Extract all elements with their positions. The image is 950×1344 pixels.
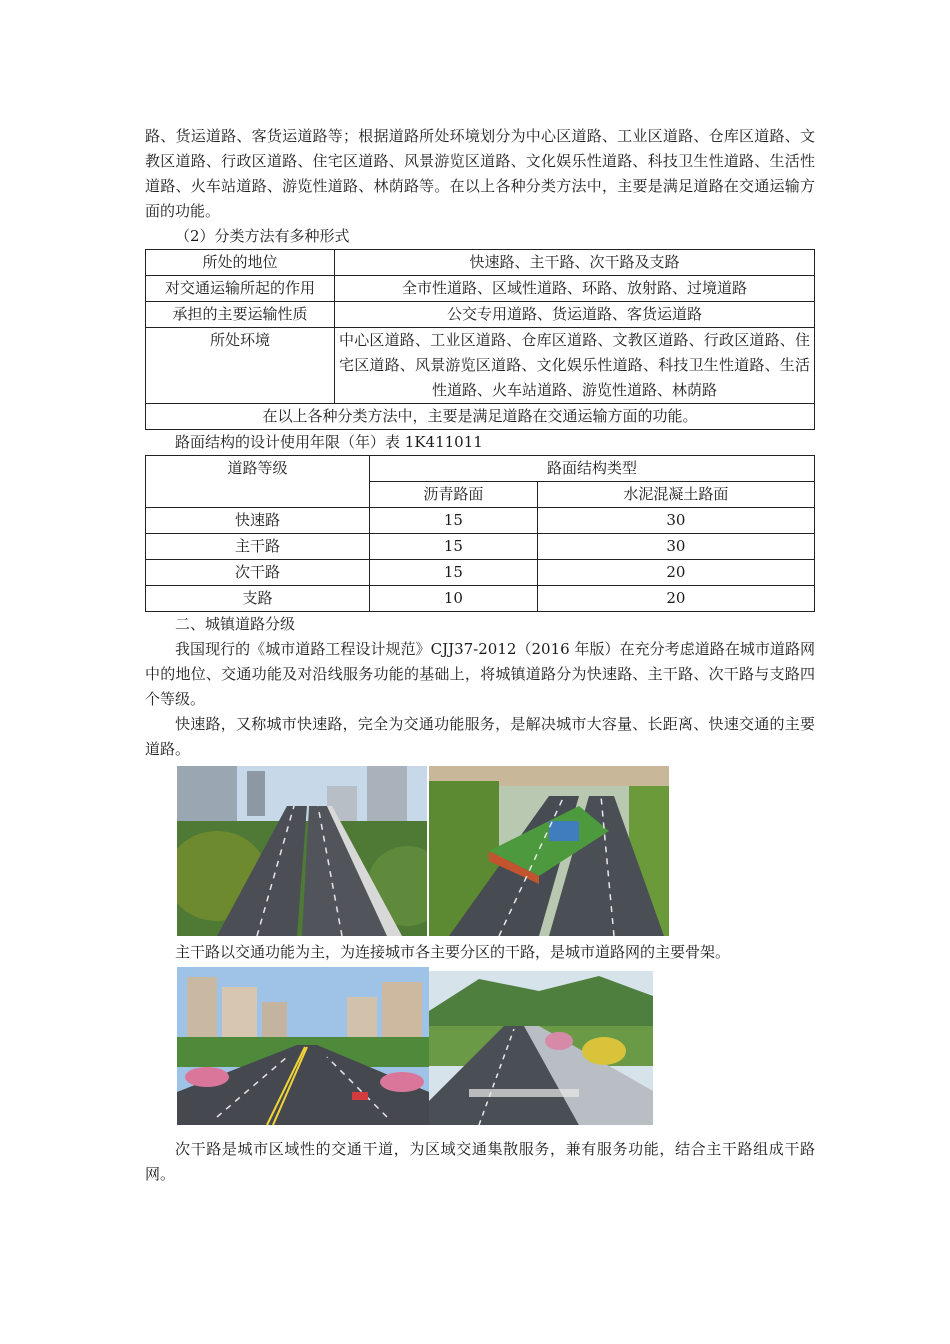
table-cell: 15 [370,560,538,586]
expressway-photos [177,766,815,938]
design-life-caption: 路面结构的设计使用年限（年）表 1K411011 [175,433,483,451]
arterial-photo-1 [177,967,429,1125]
table-cell: 所处的地位 [146,250,335,276]
table-row [146,534,815,560]
design-life-table [145,455,815,612]
expressway-photo-1 [177,766,427,936]
table-header-row [146,456,815,482]
section-heading: 二、城镇道路分级 [175,615,296,633]
table-cell: 快速路 [146,508,370,534]
table-row [146,250,815,276]
expressway-photo-2 [429,766,669,936]
table-cell: 支路 [146,586,370,612]
grading-paragraph: 我国现行的《城市道路工程设计规范》CJJ37-2012（2016 年版）在充分考虑道路在城市道路网中的地位、交通功能及对沿线服务功能的基础上，将城镇道路分为快速路、主干路、次干路与支路四个等级。 [145,640,815,708]
table-cell: 30 [537,508,814,534]
header-type: 路面结构类型 [370,456,815,482]
table-cell: 次干路 [146,560,370,586]
table-row [146,276,815,302]
table-cell: 对交通运输所起的作用 [146,276,335,302]
table-cell: 承担的主要运输性质 [146,302,335,328]
table-cell: 全市性道路、区域性道路、环路、放射路、过境道路 [335,276,815,302]
arterial-photos [177,967,815,1125]
spacer [145,1127,815,1137]
header-asphalt: 沥青路面 [370,482,538,508]
table-cell: 15 [370,534,538,560]
table-cell: 20 [537,586,814,612]
header-concrete: 水泥混凝土路面 [537,482,814,508]
table-row [146,328,815,404]
table-row [146,560,815,586]
table-footer: 在以上各种分类方法中，主要是满足道路在交通运输方面的功能。 [146,404,815,430]
table-row [146,302,815,328]
classification-table [145,249,815,430]
table-cell: 公交专用道路、货运道路、客货运道路 [335,302,815,328]
table-row [146,508,815,534]
table-cell: 主干路 [146,534,370,560]
document-page [145,124,815,1187]
expressway-paragraph: 快速路，又称城市快速路，完全为交通功能服务，是解决城市大容量、长距离、快速交通的主要道路。 [145,715,815,758]
table-cell: 快速路、主干路、次干路及支路 [335,250,815,276]
header-grade: 道路等级 [146,456,370,508]
arterial-paragraph: 主干路以交通功能为主，为连接城市各主要分区的干路，是城市道路网的主要骨架。 [175,943,731,961]
secondary-paragraph: 次干路是城市区域性的交通干道，为区域交通集散服务，兼有服务功能，结合主干路组成干路网。 [145,1140,815,1183]
classification-caption: （2）分类方法有多种形式 [175,227,350,245]
table-cell: 所处环境 [146,328,335,404]
arterial-photo-2 [429,971,653,1125]
table-row [146,586,815,612]
table-footer-row [146,404,815,430]
intro-paragraph: 路、货运道路、客货运道路等；根据道路所处环境划分为中心区道路、工业区道路、仓库区道路、文教区道路、行政区道路、住宅区道路、风景游览区道路、文化娱乐性道路、科技卫生性道路、生活性道路、火车站道路、游览性道路、林荫路等。在以上各种分类方法中，主要是满足道路在交通运输方面的功能。 [145,127,815,220]
table-cell: 15 [370,508,538,534]
table-cell: 30 [537,534,814,560]
table-cell: 中心区道路、工业区道路、仓库区道路、文教区道路、行政区道路、住宅区道路、风景游览区道路、文化娱乐性道路、科技卫生性道路、生活性道路、火车站道路、游览性道路、林荫路 [335,328,815,404]
table-cell: 20 [537,560,814,586]
table-cell: 10 [370,586,538,612]
